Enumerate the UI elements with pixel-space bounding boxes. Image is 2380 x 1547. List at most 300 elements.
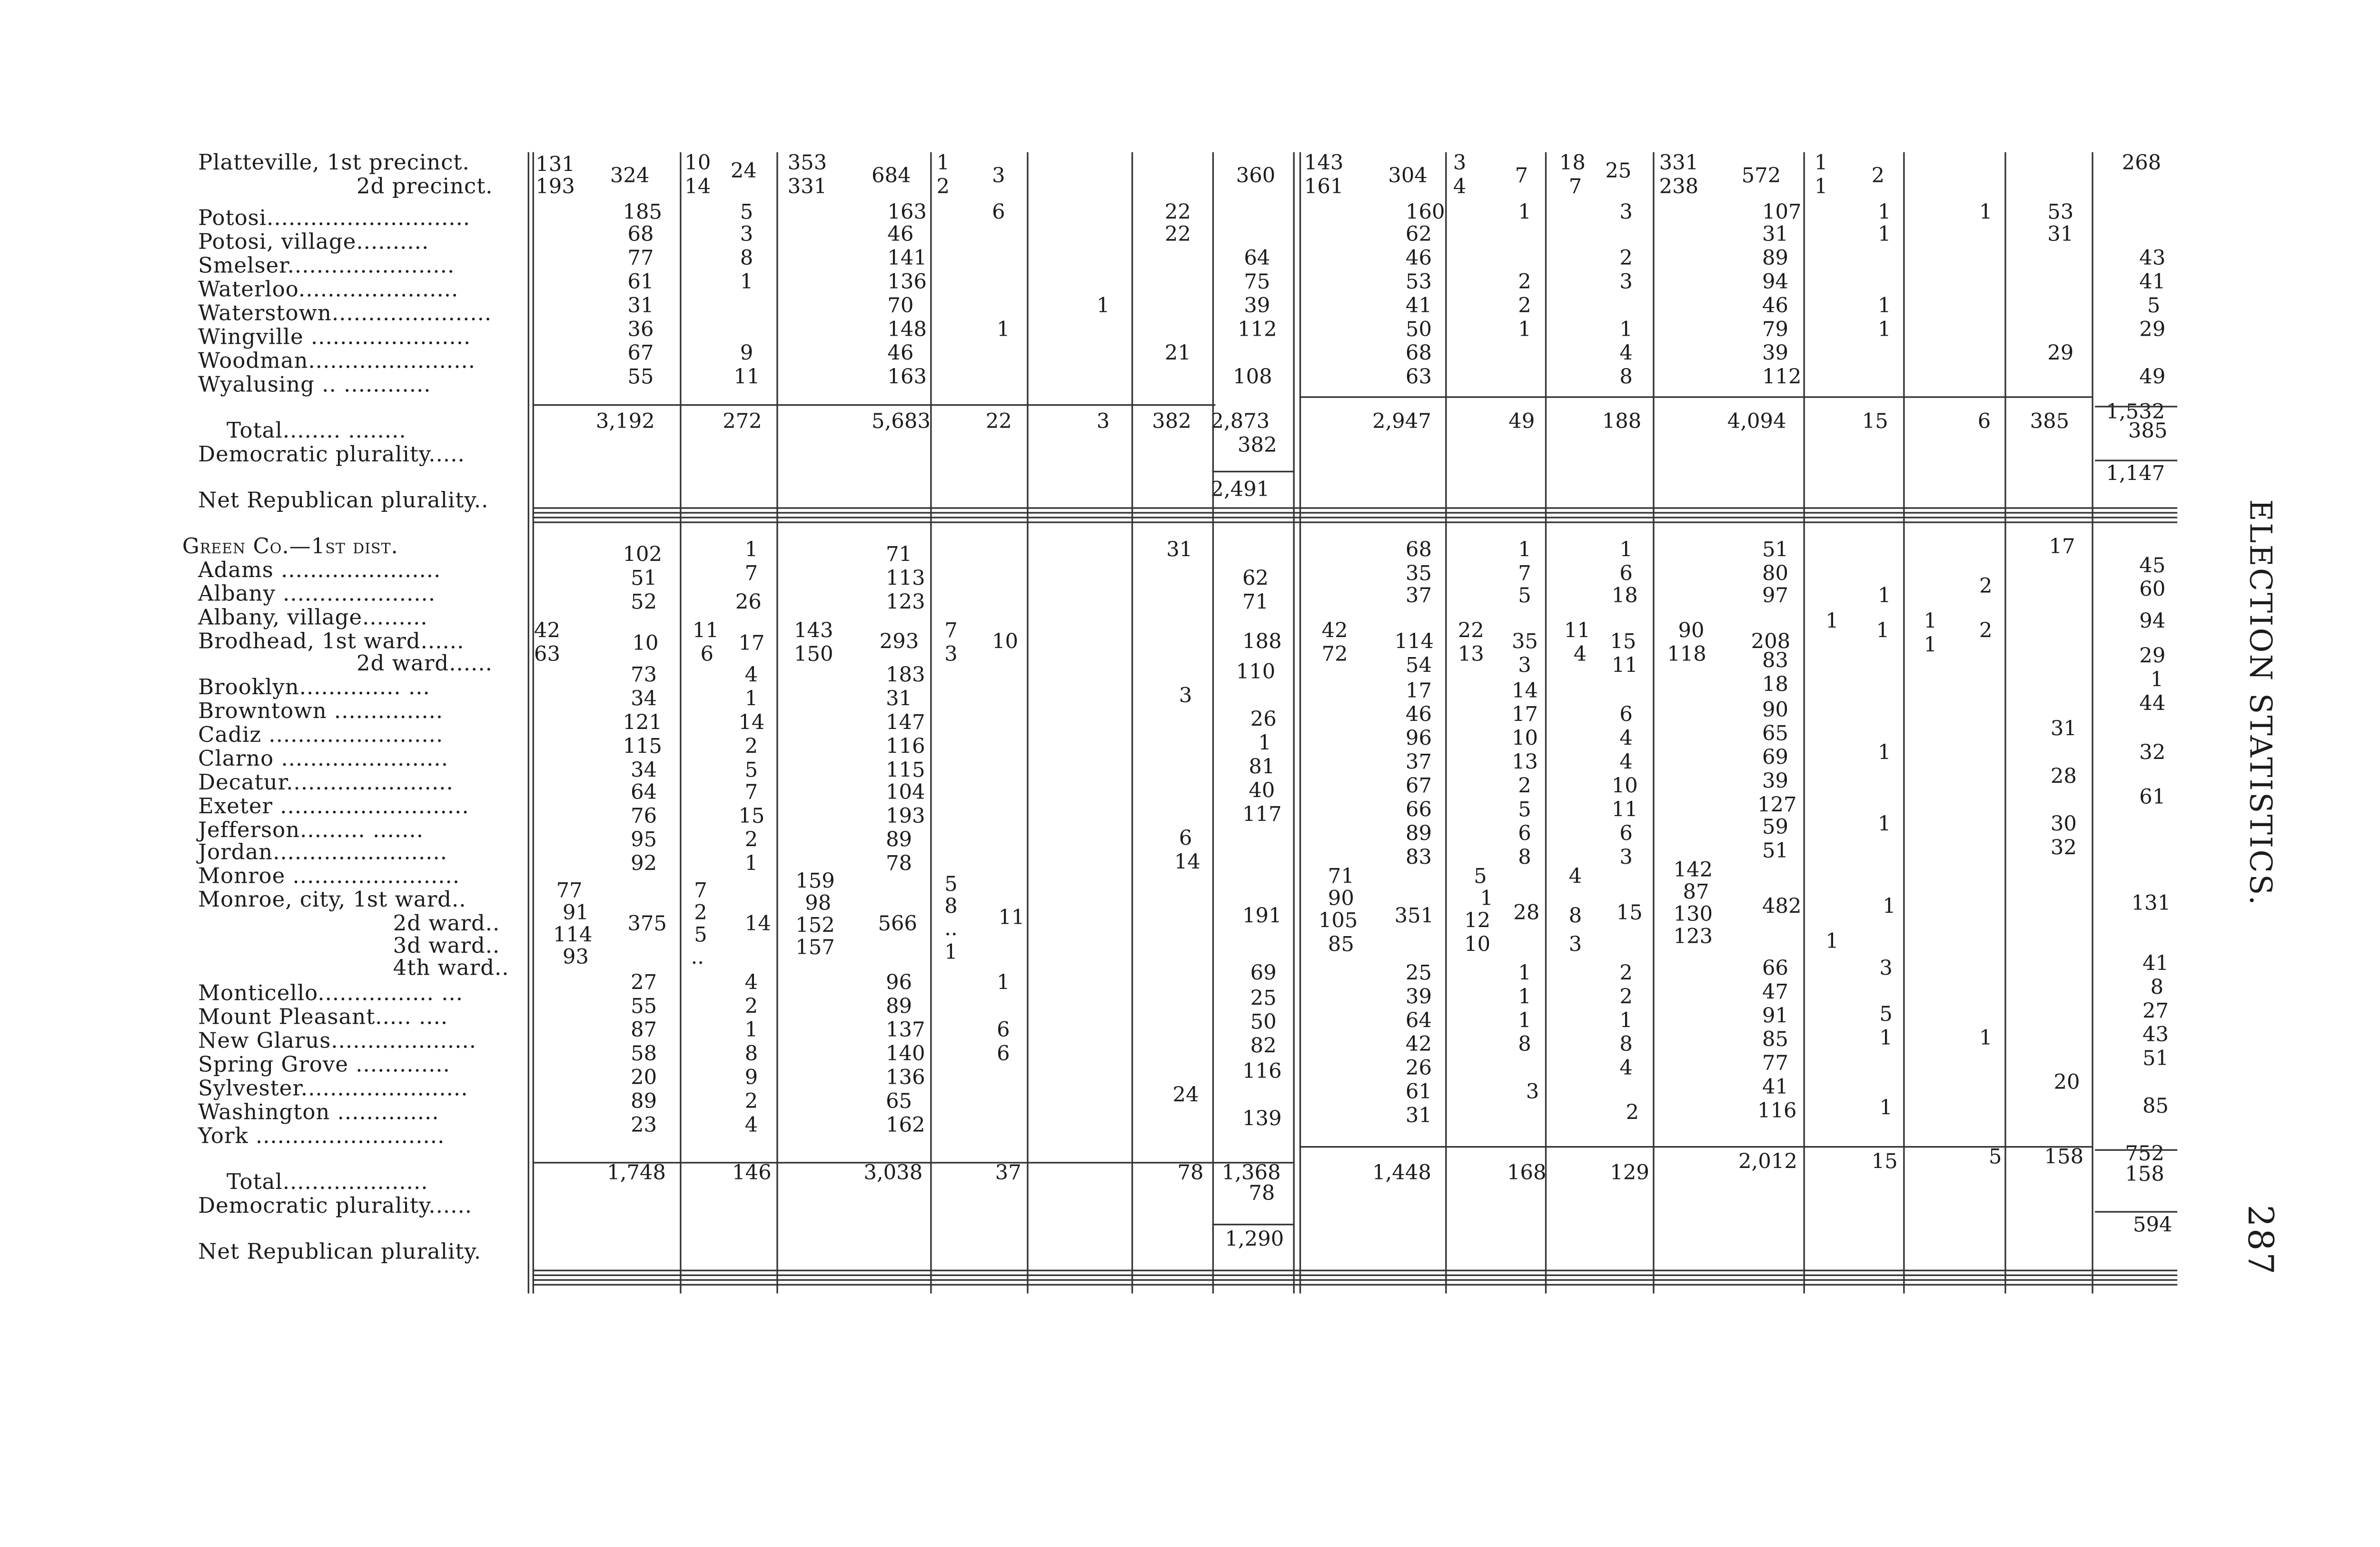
plurality-rule — [2095, 459, 2177, 461]
table-cell: 67 — [627, 342, 654, 367]
row-label: Albany, village......... — [198, 605, 428, 631]
table-cell: 1,748 — [607, 1162, 666, 1186]
page-number: 287 — [2239, 1205, 2279, 1276]
table-cell: 752 — [2125, 1143, 2164, 1167]
table-cell: 72 — [1321, 643, 1348, 668]
table-cell: 31 — [1762, 223, 1789, 248]
table-cell: 2 — [1518, 295, 1531, 319]
row-label: Wingville ...................... — [198, 325, 471, 350]
table-cell: 150 — [793, 643, 833, 668]
table-cell: .. — [944, 918, 958, 942]
table-cell: 78 — [1249, 1182, 1275, 1207]
table-cell: 160 — [1405, 201, 1445, 225]
row-label: Decatur....................... — [198, 770, 454, 796]
table-cell: 31 — [885, 688, 912, 712]
table-cell: 2 — [744, 829, 758, 853]
table-cell: 51 — [2142, 1048, 2169, 1072]
table-cell: 27 — [630, 971, 657, 996]
row-label: Potosi, village.......... — [198, 230, 429, 255]
table-cell: 146 — [732, 1162, 772, 1186]
table-cell: 1 — [1518, 319, 1531, 343]
table-cell: 1 — [1518, 539, 1531, 563]
table-cell: 6 — [1179, 827, 1192, 851]
table-cell: 148 — [887, 319, 927, 343]
table-cell: 7 — [744, 781, 758, 806]
table-cell: 6 — [992, 201, 1005, 225]
table-cell: 90 — [1762, 699, 1789, 723]
table-cell: 47 — [1762, 981, 1789, 1005]
table-cell: 116 — [1757, 1100, 1797, 1124]
table-cell: 94 — [2139, 610, 2166, 634]
table-cell: 353 — [787, 152, 827, 176]
table-cell: 22 — [1458, 619, 1484, 644]
total-rule — [2095, 406, 2177, 407]
row-label: Adams ...................... — [198, 558, 441, 584]
row-label: Smelser....................... — [198, 253, 455, 279]
table-cell: 39 — [1762, 342, 1789, 367]
table-cell: 44 — [2139, 692, 2166, 717]
table-cell: 136 — [887, 271, 927, 295]
table-cell: 8 — [2150, 976, 2164, 1000]
table-cell: 85 — [1762, 1028, 1789, 1053]
row-label: Democratic plurality..... — [198, 442, 465, 468]
table-cell: 53 — [1405, 271, 1432, 295]
table-cell: 11 — [692, 619, 719, 644]
table-cell: 41 — [2139, 271, 2166, 295]
table-cell: 3 — [740, 223, 754, 248]
row-label: Net Republican plurality. — [198, 1239, 482, 1265]
table-cell: 85 — [2142, 1095, 2169, 1119]
table-cell: 39 — [1244, 295, 1270, 319]
table-cell: 1 — [1879, 1027, 1893, 1051]
table-cell: 1 — [1877, 813, 1891, 837]
table-cell: 1 — [744, 688, 758, 712]
table-cell: 15 — [738, 805, 765, 829]
table-cell: 87 — [1683, 881, 1709, 905]
table-cell: 62 — [1405, 223, 1432, 248]
table-cell: 304 — [1388, 165, 1428, 189]
table-cell: 382 — [1238, 434, 1277, 459]
table-cell: 26 — [1250, 709, 1277, 733]
table-cell: 1 — [1877, 201, 1891, 225]
table-cell: 46 — [1405, 704, 1432, 728]
table-cell: 64 — [630, 781, 657, 806]
table-cell: 136 — [885, 1067, 925, 1091]
column-rule — [1653, 152, 1654, 1294]
table-cell: 90 — [1328, 888, 1354, 912]
column-rule — [1445, 152, 1447, 1294]
section-double-rule — [533, 517, 2178, 523]
row-label: Total.................... — [227, 1169, 428, 1196]
row-label: Browntown ............... — [198, 699, 444, 725]
table-cell: 1 — [1518, 962, 1531, 986]
table-cell: 141 — [887, 247, 927, 271]
table-cell: 6 — [1619, 562, 1633, 587]
table-cell: 1 — [944, 941, 958, 966]
table-cell: 5,683 — [872, 410, 931, 435]
table-cell: 69 — [1762, 747, 1789, 770]
table-cell: 8 — [740, 247, 754, 271]
table-cell: 18 — [1559, 152, 1586, 176]
row-label: Sylvester....................... — [198, 1076, 468, 1102]
table-cell: 159 — [795, 870, 835, 894]
plurality-rule — [2095, 1211, 2177, 1212]
table-cell: 24 — [1172, 1084, 1199, 1108]
table-cell: 7 — [1515, 165, 1528, 189]
table-cell: 108 — [1233, 366, 1272, 390]
table-cell: 41 — [2142, 952, 2169, 977]
table-cell: 32 — [2139, 742, 2166, 766]
table-cell: 11 — [1564, 619, 1590, 644]
table-cell: 37 — [995, 1162, 1021, 1186]
table-cell: 5 — [1879, 1003, 1893, 1028]
table-cell: 4 — [744, 1114, 758, 1138]
table-cell: 15 — [1610, 630, 1636, 655]
table-cell: 9 — [740, 342, 754, 367]
table-cell: 14 — [1511, 680, 1538, 704]
table-cell: 13 — [1458, 643, 1484, 668]
table-cell: 15 — [1616, 902, 1643, 926]
table-cell: 1 — [1877, 223, 1891, 248]
table-cell: 31 — [2047, 223, 2074, 248]
table-cell: 66 — [1405, 798, 1432, 823]
row-label: Brooklyn.............. ... — [198, 675, 430, 701]
table-cell: 78 — [1177, 1162, 1204, 1186]
table-cell: 7 — [744, 562, 758, 587]
table-cell: 131 — [2131, 892, 2171, 917]
table-cell: 2,012 — [1738, 1150, 1797, 1175]
table-cell: 39 — [1405, 986, 1432, 1010]
table-cell: 112 — [1762, 366, 1802, 390]
table-cell: 3 — [1879, 957, 1893, 981]
table-cell: 22 — [1164, 201, 1191, 225]
column-rule — [930, 152, 932, 1294]
table-cell: 5 — [2147, 295, 2161, 319]
row-label: Potosi............................ — [198, 206, 471, 232]
table-cell: 8 — [1568, 905, 1582, 929]
row-label: Democratic plurality...... — [198, 1193, 473, 1219]
table-cell: 31 — [1405, 1105, 1432, 1129]
table-cell: 31 — [2050, 718, 2077, 742]
table-cell: 162 — [885, 1114, 925, 1138]
table-cell: 7 — [694, 879, 707, 904]
table-cell: 11 — [1611, 654, 1638, 679]
table-cell: 6 — [700, 643, 714, 668]
table-cell: 324 — [610, 165, 650, 189]
table-cell: 104 — [885, 781, 925, 806]
table-cell: 1 — [1825, 930, 1839, 955]
table-cell: 4 — [1619, 1057, 1633, 1081]
table-cell: 102 — [623, 543, 662, 568]
table-cell: 46 — [887, 342, 914, 367]
table-cell: 1 — [1480, 888, 1493, 912]
column-rule — [1903, 152, 1904, 1294]
table-cell: 140 — [885, 1043, 925, 1067]
table-cell: 31 — [1166, 539, 1193, 563]
table-cell: 34 — [630, 688, 657, 712]
row-label: Monroe, city, 1st ward.. — [198, 888, 466, 913]
table-cell: 73 — [630, 664, 657, 688]
table-cell: 3 — [1619, 271, 1633, 295]
table-cell: 1 — [1518, 1009, 1531, 1034]
table-cell: 188 — [1602, 410, 1642, 435]
table-cell: 3 — [1518, 654, 1531, 679]
table-cell: 10 — [684, 152, 711, 176]
table-cell: 116 — [1242, 1060, 1282, 1085]
page-header: ELECTION STATISTICS. — [2242, 499, 2277, 907]
row-label: Clarno ....................... — [198, 747, 449, 772]
table-cell: 11 — [1611, 798, 1638, 823]
table-cell: 8 — [1518, 1033, 1531, 1058]
column-rule — [2004, 152, 2006, 1294]
table-cell: 114 — [1394, 630, 1434, 655]
table-cell: 37 — [1405, 585, 1432, 609]
table-cell: 63 — [1405, 366, 1432, 390]
table-cell: 97 — [1762, 585, 1789, 609]
table-cell: 1 — [1518, 986, 1531, 1010]
table-cell: 55 — [627, 366, 654, 390]
table-cell: 79 — [1762, 319, 1789, 343]
table-cell: 40 — [1249, 779, 1275, 804]
column-rule — [528, 152, 529, 1294]
table-cell: 81 — [1249, 756, 1275, 780]
table-cell: 51 — [1762, 840, 1789, 864]
table-cell: 23 — [630, 1114, 657, 1138]
table-cell: .. — [691, 946, 704, 970]
table-cell: 3 — [1096, 410, 1110, 435]
table-cell: 70 — [887, 295, 914, 319]
row-label: Wyalusing .. ............ — [198, 372, 431, 398]
table-cell: 55 — [630, 995, 657, 1019]
table-cell: 75 — [1244, 271, 1270, 295]
table-cell: 77 — [1762, 1052, 1789, 1077]
table-cell: 42 — [1321, 619, 1348, 644]
table-cell: 76 — [630, 805, 657, 829]
table-cell: 42 — [1405, 1033, 1432, 1058]
table-cell: 10 — [1611, 775, 1638, 799]
table-cell: 6 — [1619, 822, 1633, 847]
table-cell: 77 — [627, 247, 654, 271]
table-cell: 43 — [2139, 247, 2166, 271]
table-cell: 64 — [1244, 247, 1270, 271]
table-cell: 54 — [1405, 654, 1432, 679]
table-cell: 385 — [2128, 420, 2168, 444]
table-cell: 17 — [1511, 704, 1538, 728]
table-cell: 168 — [1507, 1162, 1547, 1186]
table-cell: 94 — [1762, 271, 1789, 295]
row-label: Jefferson......... ....... — [198, 818, 424, 844]
table-cell: 105 — [1318, 909, 1358, 934]
table-cell: 2 — [936, 176, 950, 200]
row-label: 2d ward.. — [393, 911, 500, 937]
table-cell: 82 — [1250, 1035, 1277, 1059]
table-cell: 10 — [632, 632, 659, 657]
table-cell: 71 — [1328, 865, 1354, 889]
table-cell: 17 — [2049, 536, 2075, 560]
table-cell: 4 — [1619, 728, 1633, 751]
table-cell: 5 — [1518, 585, 1531, 609]
table-cell: 37 — [1405, 751, 1432, 775]
table-cell: 1 — [1096, 295, 1110, 319]
table-cell: 188 — [1242, 630, 1282, 655]
table-cell: 4 — [1453, 176, 1467, 200]
table-cell: 208 — [1751, 630, 1791, 655]
table-cell: 293 — [879, 630, 919, 655]
table-cell: 2 — [1979, 619, 1993, 644]
row-label: 4th ward.. — [393, 956, 509, 981]
table-cell: 2 — [744, 1090, 758, 1115]
bottom-double-rule — [533, 1279, 2178, 1286]
table-cell: 1 — [1924, 634, 1937, 658]
table-cell: 110 — [1236, 661, 1276, 685]
table-cell: 4 — [1619, 342, 1633, 367]
table-cell: 39 — [1762, 770, 1789, 794]
table-cell: 17 — [1405, 680, 1432, 704]
row-label: Exeter .......................... — [198, 794, 469, 820]
column-rule — [776, 152, 778, 1294]
table-cell: 143 — [793, 619, 833, 644]
table-cell: 18 — [1611, 585, 1638, 609]
table-cell: 1 — [1877, 585, 1891, 609]
table-cell: 2 — [1979, 575, 1993, 599]
table-cell: 11 — [734, 366, 760, 390]
table-cell: 46 — [1405, 247, 1432, 271]
table-cell: 2 — [744, 735, 758, 759]
table-cell: 36 — [627, 319, 654, 343]
table-cell: 152 — [795, 914, 835, 938]
table-cell: 6 — [1619, 704, 1633, 728]
table-cell: 4 — [1568, 865, 1582, 889]
table-cell: 7 — [1568, 176, 1582, 200]
table-cell: 1 — [1979, 201, 1993, 225]
total-rule — [1299, 1146, 2092, 1148]
table-cell: 123 — [885, 591, 925, 615]
table-cell: 98 — [805, 892, 832, 917]
row-label: Woodman....................... — [198, 349, 476, 374]
table-cell: 3 — [1568, 933, 1582, 958]
row-label: Jordan........................ — [198, 840, 448, 866]
table-cell: 77 — [556, 879, 583, 904]
column-rule — [533, 152, 534, 1294]
row-label: Washington .............. — [198, 1100, 439, 1126]
table-cell: 163 — [887, 201, 927, 225]
table-cell: 1 — [1814, 152, 1828, 176]
table-cell: 331 — [1659, 152, 1699, 176]
table-cell: 27 — [2142, 1000, 2169, 1024]
table-cell: 117 — [1242, 803, 1282, 828]
table-cell: 58 — [630, 1043, 657, 1067]
table-cell: 67 — [1405, 775, 1432, 799]
table-cell: 89 — [1762, 247, 1789, 271]
table-cell: 114 — [553, 924, 593, 948]
table-cell: 71 — [885, 543, 912, 568]
table-cell: 684 — [872, 165, 911, 189]
table-cell: 91 — [562, 902, 589, 926]
table-cell: 3 — [992, 165, 1005, 189]
table-cell: 375 — [627, 913, 667, 937]
row-label: Waterstown...................... — [198, 301, 492, 327]
table-cell: 68 — [627, 223, 654, 248]
table-cell: 594 — [2132, 1214, 2172, 1238]
table-cell: 131 — [536, 153, 575, 178]
table-cell: 10 — [992, 630, 1019, 655]
table-cell: 78 — [885, 853, 912, 877]
table-cell: 1 — [1877, 742, 1891, 766]
table-cell: 2 — [1518, 775, 1531, 799]
row-label: Waterloo...................... — [198, 277, 459, 303]
table-cell: 3 — [1179, 685, 1192, 709]
table-cell: 115 — [885, 759, 925, 783]
table-cell: 2,947 — [1372, 410, 1431, 435]
table-cell: 385 — [2030, 410, 2070, 435]
row-label: Mount Pleasant..... .... — [198, 1005, 448, 1030]
table-cell: 46 — [887, 223, 914, 248]
table-cell: 5 — [1518, 798, 1531, 823]
table-cell: 1,448 — [1372, 1162, 1431, 1186]
table-cell: 272 — [723, 410, 762, 435]
table-cell: 121 — [623, 711, 662, 736]
table-cell: 3 — [1619, 201, 1633, 225]
table-cell: 8 — [1619, 1033, 1633, 1058]
table-cell: 1 — [1882, 895, 1896, 919]
table-cell: 7 — [944, 619, 958, 644]
table-cell: 1 — [740, 271, 754, 295]
plurality-rule — [1212, 471, 1293, 472]
table-cell: 51 — [630, 567, 657, 591]
table-cell: 566 — [878, 913, 917, 937]
table-cell: 113 — [885, 567, 925, 591]
column-rule — [1299, 152, 1301, 1294]
table-cell: 268 — [2122, 152, 2162, 176]
table-cell: 5 — [1989, 1146, 2002, 1170]
table-cell: 142 — [1673, 859, 1713, 883]
column-rule — [1131, 152, 1133, 1294]
row-label: Albany ..................... — [198, 581, 436, 608]
table-cell: 53 — [2047, 201, 2074, 225]
table-cell: 2 — [744, 995, 758, 1019]
table-cell: 143 — [1304, 152, 1344, 176]
table-cell: 6 — [997, 1019, 1010, 1043]
table-cell: 10 — [1464, 933, 1491, 958]
table-cell: 4 — [744, 664, 758, 688]
table-cell: 10 — [1511, 728, 1538, 751]
table-cell: 91 — [1762, 1005, 1789, 1029]
table-cell: 2 — [1619, 247, 1633, 271]
row-label: Brodhead, 1st ward...... — [198, 629, 465, 655]
table-cell: 482 — [1762, 895, 1802, 919]
table-cell: 14 — [744, 913, 771, 937]
table-cell: 4 — [1573, 643, 1587, 668]
table-cell: 116 — [885, 735, 925, 759]
column-rule — [680, 152, 681, 1294]
table-cell: 8 — [744, 1043, 758, 1067]
table-cell: 15 — [1862, 410, 1888, 435]
table-cell: 2,873 — [1210, 410, 1270, 435]
table-cell: 183 — [885, 664, 925, 688]
table-cell: 17 — [738, 632, 765, 657]
table-cell: 89 — [885, 829, 912, 853]
table-cell: 85 — [1328, 933, 1354, 958]
table-cell: 3 — [1453, 152, 1467, 176]
table-cell: 185 — [623, 201, 662, 225]
table-cell: 107 — [1762, 201, 1802, 225]
table-cell: 89 — [1405, 822, 1432, 847]
table-cell: 1,532 — [2106, 401, 2165, 425]
table-cell: 157 — [795, 937, 835, 961]
column-rule — [2092, 152, 2093, 1294]
table-cell: 1 — [1924, 610, 1937, 634]
table-cell: 93 — [562, 946, 589, 970]
